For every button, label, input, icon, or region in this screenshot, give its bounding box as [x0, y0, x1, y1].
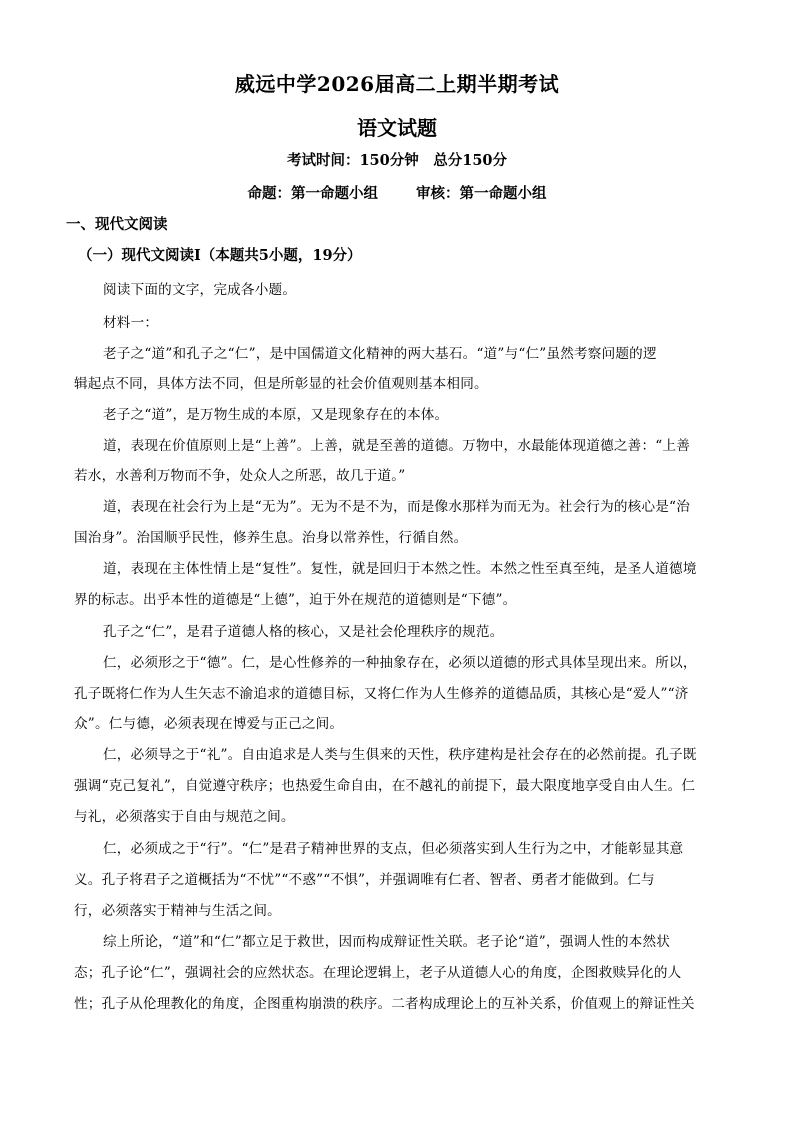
exam-info: 考试时间：150分钟 总分150分 — [286, 152, 508, 169]
subsection-heading: （一）现代文阅读Ⅰ（本题共5小题，19分） — [78, 247, 362, 264]
text-line: 仁，必须导之于“礼”。自由追求是人类与生俱来的天性，秩序建构是社会存在的必然前提。孔子既 — [103, 747, 697, 763]
text-line: 义。孔子将君子之道概括为“不忧”“不惑”“不惧”，并强调唯有仁者、智者、勇者才能做到。仁与 — [74, 872, 655, 888]
text-line: 材料一： — [103, 315, 159, 331]
text-line: 孔子既将仁作为人生矢志不渝追求的道德目标，又将仁作为人生修养的道德品质，其核心是“爱人”“济 — [74, 686, 689, 702]
text-line: 态；孔子论“仁”，强调社会的应然状态。在理论逻辑上，老子从道德人心的角度，企图救赎异化的人 — [74, 965, 682, 981]
text-line: 老子之“道”和孔子之“仁”，是中国儒道文化精神的两大基石。“道”与“仁”虽然考察问题的逻 — [103, 346, 657, 362]
text-line: 若水，水善利万物而不争，处众人之所恶，故几于道。” — [74, 468, 406, 484]
text-line: 仁，必须成之于“行”。“仁”是君子精神世界的支点，但必须落实到人生行为之中，才能彰显其意 — [103, 841, 684, 857]
text-line: 与礼，必须落实于自由与规范之间。 — [74, 809, 295, 825]
text-line: 众”。仁与德，必须表现在博爱与正己之间。 — [74, 716, 344, 732]
text-line: 仁，必须形之于“德”。仁，是心性修养的一种抽象存在，必须以道德的形式具体呈现出来。所以， — [103, 655, 697, 671]
exam-title: 威远中学2026届高二上期半期考试 — [234, 72, 560, 96]
text-line: 道，表现在主体性情上是“复性”。复性，就是回归于本然之性。本然之性至真至纯，是圣人道德境 — [103, 561, 697, 577]
text-line: 老子之“道”，是万物生成的本原，又是现象存在的本体。 — [103, 407, 449, 423]
text-line: 强调“克己复礼”，自觉遵守秩序；也热爱生命自由，在不越礼的前提下，最大限度地享受自由人生。仁 — [74, 778, 696, 794]
reviewer: 审核：第一命题小组 — [416, 185, 547, 202]
setter: 命题：第一命题小组 — [247, 185, 378, 202]
text-line: 道，表现在价值原则上是“上善”。上善，就是至善的道德。万物中，水最能体现道德之善：“上善 — [103, 438, 690, 454]
section-heading: 一、现代文阅读 — [66, 216, 168, 233]
text-line: 界的标志。出乎本性的道德是“上德”，迫于外在规范的道德则是“下德”。 — [74, 592, 517, 608]
text-line: 综上所论，“道”和“仁”都立足于救世，因而构成辩证性关联。老子论“道”，强调人性的本然状 — [103, 934, 671, 950]
text-line: 道，表现在社会行为上是“无为”。无为不是不为，而是像水那样为而无为。社会行为的核心是“治 — [103, 499, 690, 515]
text-line: 行，必须落实于精神与生活之间。 — [74, 903, 281, 919]
text-line: 辑起点不同，具体方法不同，但是所彰显的社会价值观则基本相同。 — [74, 376, 488, 392]
subject-title: 语文试题 — [357, 116, 437, 140]
text-line: 国治身”。治国顺乎民性，修养生息。治身以常养性，行循自然。 — [74, 530, 468, 546]
text-line: 阅读下面的文字，完成各小题。 — [103, 282, 297, 298]
setter-reviewer-line — [0, 182, 794, 203]
text-line: 孔子之“仁”，是君子道德人格的核心，又是社会伦理秩序的规范。 — [103, 624, 504, 640]
text-line: 性；孔子从伦理教化的角度，企图重构崩溃的秩序。二者构成理论上的互补关系，价值观上的辩证性关 — [74, 996, 695, 1012]
